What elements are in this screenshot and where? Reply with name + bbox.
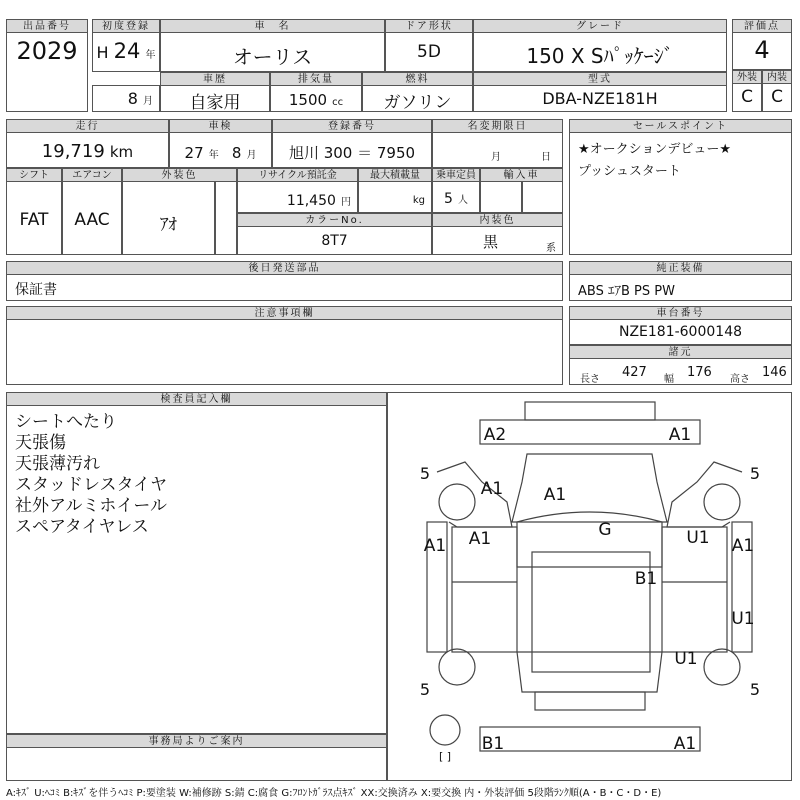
int-label: 内装 bbox=[762, 70, 792, 85]
inspector-line-5: 社外アルミホイール bbox=[15, 496, 167, 516]
tire-rear-left bbox=[439, 484, 475, 520]
model: DBA-NZE181H bbox=[542, 89, 658, 108]
later-parts-label: 後日発送部品 bbox=[6, 261, 563, 276]
equipment-cell bbox=[569, 274, 792, 301]
name-change-cell bbox=[432, 132, 563, 168]
notes-label: 注意事項欄 bbox=[6, 306, 563, 321]
inspection-cell bbox=[169, 132, 272, 168]
displacement-label: 排気量 bbox=[270, 72, 362, 87]
fuel-cell bbox=[362, 85, 473, 112]
width: 176 bbox=[687, 365, 712, 380]
capacity-cell bbox=[432, 181, 480, 213]
reg-month-cell bbox=[92, 85, 160, 112]
import-cell-1 bbox=[480, 181, 522, 213]
mark-right-rocker: A1 bbox=[731, 536, 755, 556]
int-color: 黒 bbox=[483, 233, 499, 251]
max-load-label: 最大積載量 bbox=[358, 168, 432, 183]
chassis-value: NZE181-6000148 bbox=[618, 324, 743, 340]
ac-cell bbox=[62, 181, 122, 255]
int-color-label: 内装色 bbox=[432, 213, 563, 228]
office-label: 事務局よりご案内 bbox=[6, 734, 387, 749]
car-name: オーリス bbox=[232, 45, 313, 69]
roof bbox=[517, 512, 662, 567]
mileage-unit: km bbox=[109, 143, 134, 161]
equipment-label: 純正装備 bbox=[569, 261, 792, 276]
chassis-label: 車台番号 bbox=[569, 306, 792, 321]
score: 4 bbox=[754, 36, 770, 64]
mileage-label: 走行 bbox=[6, 119, 169, 134]
sales-line-2: プッシュスタート bbox=[578, 164, 681, 179]
specs-label: 諸元 bbox=[569, 345, 792, 360]
tire-rear-right-depth: 5 bbox=[749, 464, 761, 483]
car-name-cell bbox=[160, 32, 385, 72]
tire-front-left-depth: 5 bbox=[419, 680, 431, 699]
mark-front-bumper-left: B1 bbox=[481, 734, 505, 754]
tire-front-right bbox=[704, 649, 740, 685]
sales-cell bbox=[569, 132, 792, 255]
max-load-unit: kg bbox=[412, 195, 425, 206]
displacement-unit: cc bbox=[332, 97, 344, 108]
color-no-label: カラーNo. bbox=[237, 213, 432, 228]
int-color-unit: 系 bbox=[546, 243, 556, 254]
displacement-cell bbox=[270, 85, 362, 112]
score-cell bbox=[732, 32, 792, 70]
lot-no-cell bbox=[6, 32, 88, 112]
height-label: 高さ bbox=[730, 374, 750, 385]
grade-cell bbox=[473, 32, 727, 72]
legend: A:ｷｽﾞ U:ﾍｺﾐ B:ｷｽﾞを伴うﾍｺﾐ P:要塗装 W:補修跡 S:錆 C:腐食 G:ﾌﾛﾝﾄｶﾞﾗｽ点ｷｽﾞ XX:交換済み X:要交換 内・外装評価 5段階ﾗﾝｸ順(A・B・C・D・E) bbox=[6, 788, 662, 799]
fuel-label: 燃料 bbox=[362, 72, 473, 87]
ext-grade: C bbox=[741, 87, 753, 107]
mark-rear-bumper-left: A2 bbox=[483, 425, 507, 445]
tire-front-right-depth: 5 bbox=[749, 680, 761, 699]
era: H bbox=[96, 43, 109, 62]
ac: AAC bbox=[74, 210, 110, 230]
mark-rear-left-fender: A1 bbox=[480, 479, 504, 499]
inspector-line-3: 天張薄汚れ bbox=[15, 454, 100, 474]
later-parts-value: 保証書 bbox=[15, 282, 57, 298]
mark-left-rocker: A1 bbox=[423, 536, 447, 556]
grade-label: グレード bbox=[473, 19, 727, 34]
spare-bracket: [ ] bbox=[438, 750, 452, 763]
model-label: 型式 bbox=[473, 72, 727, 87]
ac-label: エアコン bbox=[62, 168, 122, 183]
reg-month-unit: 月 bbox=[143, 96, 153, 107]
insp-year-unit: 年 bbox=[208, 150, 219, 161]
specs-cell bbox=[569, 358, 792, 385]
color-spacer bbox=[215, 181, 237, 255]
car-diagram bbox=[387, 392, 792, 781]
score-label: 評価点 bbox=[732, 19, 792, 34]
reg-no-cell bbox=[272, 132, 432, 168]
car-name-label: 車 名 bbox=[160, 19, 385, 34]
door: 5D bbox=[417, 42, 441, 62]
inspector-line-4: スタッドレスタイヤ bbox=[15, 475, 168, 495]
equipment-value: ABS ｴｱB PS PW bbox=[578, 284, 675, 299]
rear-bumper-top bbox=[525, 402, 655, 420]
inspector-cell bbox=[6, 405, 387, 734]
cabin bbox=[532, 552, 650, 672]
fuel: ガソリン bbox=[383, 93, 452, 113]
mark-trunk: A1 bbox=[543, 485, 567, 505]
shift-cell bbox=[6, 181, 62, 255]
capacity: 5 bbox=[443, 191, 453, 207]
color-no-cell bbox=[237, 226, 432, 255]
inspector-line-1: シートへたり bbox=[15, 412, 117, 432]
import-label: 輸入車 bbox=[480, 168, 563, 183]
int-color-cell bbox=[432, 226, 563, 255]
reg-year-unit: 年 bbox=[145, 50, 156, 61]
sales-line-1: ★オークションデビュー★ bbox=[578, 142, 732, 157]
later-parts-cell bbox=[6, 274, 563, 301]
mark-right-mid: B1 bbox=[634, 569, 658, 589]
import-cell-2 bbox=[522, 181, 563, 213]
spare-tire bbox=[430, 715, 460, 745]
mark-right-rear-rocker: U1 bbox=[731, 609, 755, 629]
shift-label: シフト bbox=[6, 168, 62, 183]
length: 427 bbox=[622, 365, 647, 380]
tire-front-left bbox=[439, 649, 475, 685]
color: ｱｵ bbox=[160, 215, 177, 235]
width-label: 幅 bbox=[664, 374, 674, 385]
recycle-unit: 円 bbox=[341, 197, 351, 208]
lot-no: 2029 bbox=[16, 37, 78, 65]
notes-cell bbox=[6, 319, 563, 385]
mileage-cell bbox=[6, 132, 169, 168]
door-label: ドア形状 bbox=[385, 19, 473, 34]
color-label: 外装色 bbox=[122, 168, 237, 183]
ext-grade-cell bbox=[732, 83, 762, 112]
insp-month: 8 bbox=[231, 144, 242, 162]
inspector-line-2: 天張傷 bbox=[15, 433, 66, 453]
recycle: 11,450 bbox=[286, 193, 336, 209]
tire-rear-right bbox=[704, 484, 740, 520]
shift: FAT bbox=[19, 210, 49, 230]
ext-label: 外装 bbox=[732, 70, 762, 85]
office-cell bbox=[6, 747, 387, 781]
reg-no-label: 登録番号 bbox=[272, 119, 432, 134]
int-grade-cell bbox=[762, 83, 792, 112]
mark-front-bumper-right: A1 bbox=[673, 734, 697, 754]
length-label: 長さ bbox=[580, 374, 600, 385]
tire-rear-left-depth: 5 bbox=[419, 464, 431, 483]
color-no: 8T7 bbox=[321, 233, 348, 249]
height: 146 bbox=[762, 365, 787, 380]
mark-left-front-door: A1 bbox=[468, 529, 492, 549]
mark-right-fender: U1 bbox=[674, 649, 698, 669]
front-bumper-top bbox=[535, 692, 645, 710]
capacity-unit: 人 bbox=[458, 195, 468, 206]
nc-month-unit: 月 bbox=[491, 152, 501, 163]
insp-year: 27 bbox=[184, 144, 204, 162]
first-reg-label: 初度登録 bbox=[92, 19, 160, 34]
inspector-label: 検査員記入欄 bbox=[6, 392, 387, 407]
door-cell bbox=[385, 32, 473, 72]
chassis-cell bbox=[569, 319, 792, 345]
displacement: 1500 bbox=[288, 91, 328, 109]
name-change-label: 名変期限日 bbox=[432, 119, 563, 134]
color-cell bbox=[122, 181, 215, 255]
sales-label: セールスポイント bbox=[569, 119, 792, 134]
inspection-label: 車検 bbox=[169, 119, 272, 134]
rear-bumper bbox=[480, 420, 700, 444]
mileage: 19,719 bbox=[41, 141, 105, 162]
reg-year: 24 bbox=[113, 39, 141, 63]
history-cell bbox=[160, 85, 270, 112]
mark-right-front-door: U1 bbox=[686, 528, 710, 548]
reg-no: 旭川 300 ＝ 7950 bbox=[288, 144, 416, 162]
mark-rear-bumper-right: A1 bbox=[668, 425, 692, 445]
model-cell bbox=[473, 85, 727, 112]
nc-day-unit: 日 bbox=[541, 152, 551, 163]
capacity-label: 乗車定員 bbox=[432, 168, 480, 183]
max-load-cell bbox=[358, 181, 432, 213]
reg-month: 8 bbox=[127, 89, 138, 108]
inspector-line-6: スペアタイヤレス bbox=[15, 517, 149, 537]
recycle-label: リサイクル預託金 bbox=[237, 168, 358, 183]
mark-roof: G bbox=[598, 520, 612, 540]
recycle-cell bbox=[237, 181, 358, 213]
int-grade: C bbox=[771, 87, 783, 107]
history: 自家用 bbox=[189, 93, 241, 113]
front-bumper bbox=[480, 727, 700, 751]
first-reg-cell bbox=[92, 32, 160, 72]
insp-month-unit: 月 bbox=[246, 150, 257, 161]
grade: 150 X Sﾊﾟｯｹｰｼﾞ bbox=[526, 44, 674, 68]
history-label: 車歴 bbox=[160, 72, 270, 87]
lot-label: 出品番号 bbox=[6, 19, 88, 34]
